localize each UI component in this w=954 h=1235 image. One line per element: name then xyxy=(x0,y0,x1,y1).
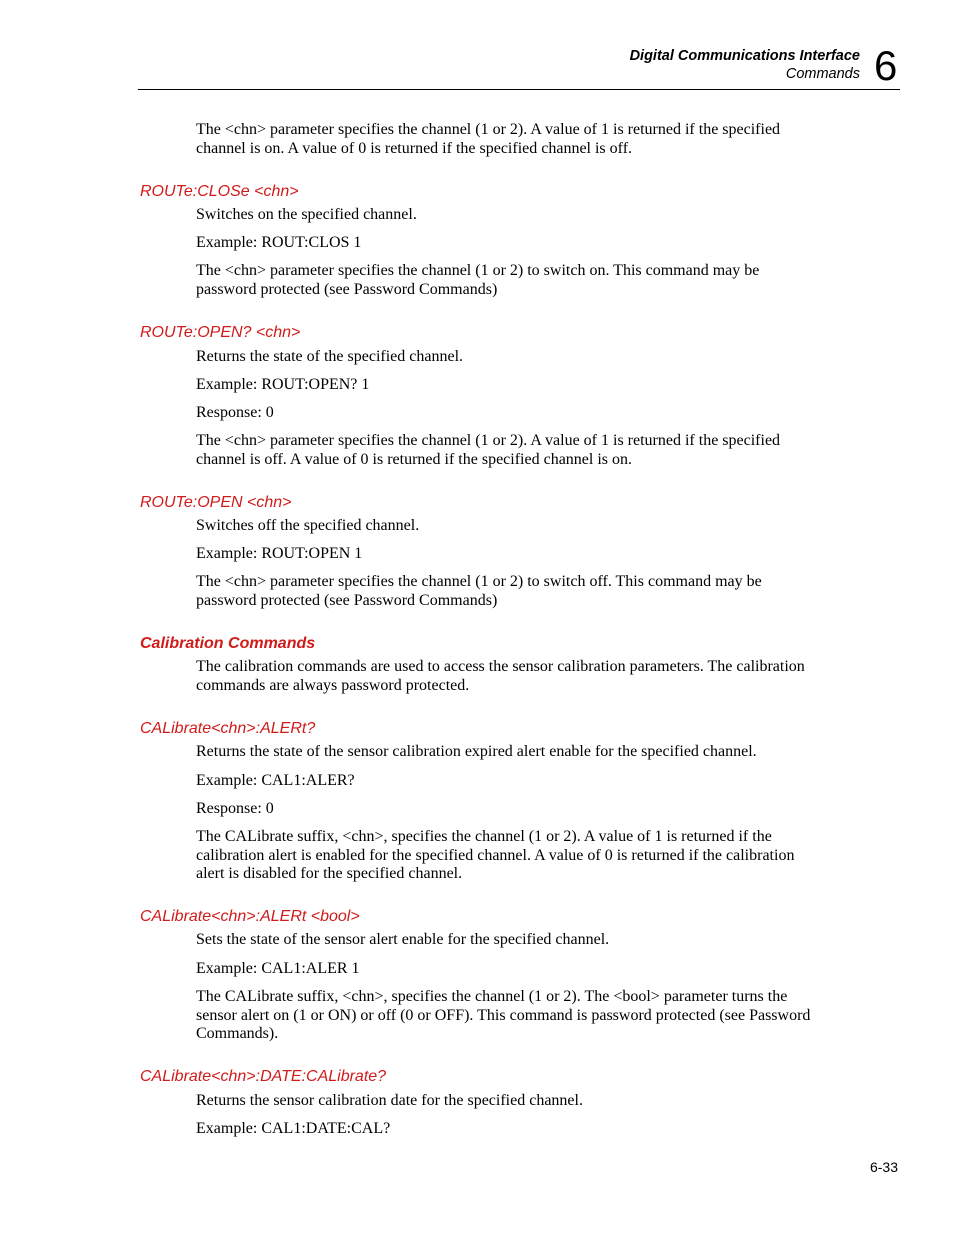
paragraph: The CALibrate suffix, <chn>, specifies the channel (1 or 2). A value of 1 is returned if the calibration alert is enabled for the specified channel. A value of 0 is returned if the calibration alert is disabled for the specified channel. xyxy=(196,828,795,883)
command-heading: CALibrate<chn>:ALERt? xyxy=(140,720,316,737)
command-heading: CALibrate<chn>:ALERt <bool> xyxy=(140,908,360,925)
paragraph: Switches on the specified channel. xyxy=(196,206,417,223)
paragraph: Returns the state of the sensor calibration expired alert enable for the specified channel. xyxy=(196,743,757,760)
header-subtitle: Commands xyxy=(785,66,860,82)
paragraph: The CALibrate suffix, <chn>, specifies the channel (1 or 2). The <bool> parameter turns the sensor alert on (1 or ON) or off (0 or OFF). This command is password protected (see Password Commands). xyxy=(196,988,811,1043)
response-line: Response: 0 xyxy=(196,404,274,421)
example-line: Example: CAL1:ALER? xyxy=(196,772,355,789)
paragraph: The <chn> parameter specifies the channel (1 or 2). A value of 1 is returned if the specified channel is off. A value of 0 is returned if the specified channel is on. xyxy=(196,432,781,468)
page-number: 6-33 xyxy=(869,1159,898,1175)
header-rule xyxy=(138,89,900,90)
paragraph: Returns the sensor calibration date for the specified channel. xyxy=(196,1092,583,1109)
paragraph: Returns the state of the specified channel. xyxy=(196,348,464,365)
paragraph: The <chn> parameter specifies the channel (1 or 2). A value of 1 is returned if the specified channel is on. A value of 0 is returned if the specified channel is off. xyxy=(196,121,781,157)
example-line: Example: ROUT:OPEN 1 xyxy=(196,545,363,562)
paragraph: Sets the state of the sensor alert enable for the specified channel. xyxy=(196,931,610,948)
command-heading: ROUTe:CLOSe <chn> xyxy=(140,183,299,200)
command-heading: CALibrate<chn>:DATE:CALibrate? xyxy=(140,1068,387,1085)
paragraph: The <chn> parameter specifies the channel (1 or 2) to switch off. This command may be password protected (see Password Commands) xyxy=(196,573,762,609)
example-line: Example: ROUT:CLOS 1 xyxy=(196,234,362,251)
example-line: Example: CAL1:ALER 1 xyxy=(196,960,360,977)
example-line: Example: ROUT:OPEN? 1 xyxy=(196,376,370,393)
paragraph: The <chn> parameter specifies the channel (1 or 2) to switch on. This command may be password protected (see Password Commands) xyxy=(196,262,760,298)
example-line: Example: CAL1:DATE:CAL? xyxy=(196,1120,391,1137)
running-header xyxy=(630,47,860,83)
header-title: Digital Communications Interface xyxy=(629,48,860,64)
command-heading: ROUTe:OPEN? <chn> xyxy=(140,324,301,341)
chapter-number: 6 xyxy=(874,42,898,89)
command-heading: ROUTe:OPEN <chn> xyxy=(140,494,292,511)
paragraph: The calibration commands are used to access the sensor calibration parameters. The calibration commands are always password protected. xyxy=(196,658,805,694)
section-heading: Calibration Commands xyxy=(140,635,316,652)
paragraph: Switches off the specified channel. xyxy=(196,517,420,534)
response-line: Response: 0 xyxy=(196,800,274,817)
